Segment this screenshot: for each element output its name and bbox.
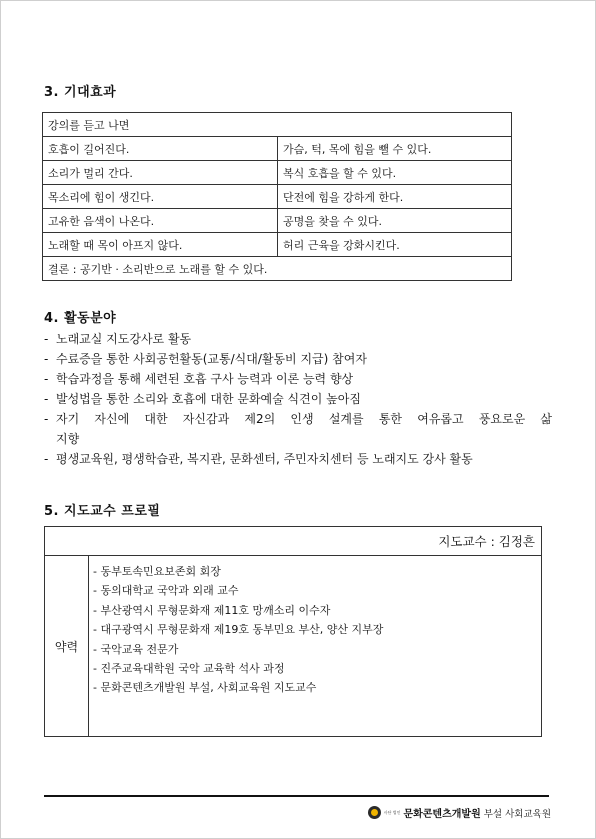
section-4-heading: 4. 활동분야 <box>44 311 117 326</box>
table-cell: 허리 근육을 강화시킨다. <box>278 233 512 257</box>
list-item-text: 발성법을 통한 소리와 호흡에 대한 문화예술 식견이 높아짐 <box>56 392 361 406</box>
career-item: - 동의대학교 국악과 외래 교수 <box>93 584 239 598</box>
career-item: - 동부토속민요보존회 회장 <box>93 565 221 578</box>
list-bullet: - <box>44 452 49 466</box>
list-item <box>44 369 552 389</box>
list-item-text: 자기 자신에 대한 자신감과 제2의 인생 설계를 통한 여유롭고 풍요로운 삶 <box>56 412 552 426</box>
footer-rule <box>44 795 549 797</box>
table-row <box>43 209 512 233</box>
list-bullet: - <box>44 352 49 366</box>
list-item <box>44 389 552 409</box>
table-cell: 단전에 힘을 강하게 한다. <box>278 185 512 209</box>
table-row <box>43 161 512 185</box>
section-3-heading: 3. 기대효과 <box>44 85 117 100</box>
list-bullet: - <box>44 392 49 406</box>
career-list <box>89 556 542 737</box>
table-cell: 목소리에 힘이 생긴다. <box>43 185 278 209</box>
professor-name-cell: 지도교수 : 김정흔 <box>45 527 542 556</box>
table-cell: 노래할 때 목이 아프지 않다. <box>43 233 278 257</box>
list-item-text: 노래교실 지도강사로 활동 <box>56 332 192 346</box>
career-item: - 진주교육대학원 국악 교육학 석사 과정 <box>93 662 285 676</box>
career-item: - 대구광역시 무형문화재 제19호 동부민요 부산, 양산 지부장 <box>93 623 384 637</box>
list-item <box>44 409 552 429</box>
career-item: - 문화콘텐츠개발원 부설, 사회교육원 지도교수 <box>93 681 317 695</box>
table-row <box>43 233 512 257</box>
org-logo-icon <box>368 806 381 819</box>
list-bullet: - <box>44 332 49 346</box>
org-suffix: 부설 사회교육원 <box>483 808 551 820</box>
list-bullet: - <box>44 372 49 386</box>
org-small-label: 사단 법인 <box>383 810 401 815</box>
list-item-text: 평생교육원, 평생학습관, 복지관, 문화센터, 주민자치센터 등 노래지도 강사 활동 <box>56 452 473 466</box>
list-bullet: - <box>44 412 49 426</box>
list-item <box>44 449 552 469</box>
professor-profile-table <box>44 526 542 737</box>
table-cell: 호흡이 길어진다. <box>43 137 278 161</box>
career-label: 약력 <box>45 556 89 737</box>
table-cell: 공명을 찾을 수 있다. <box>278 209 512 233</box>
conclusion-cell: 결론 : 공기반 · 소리반으로 노래를 할 수 있다. <box>43 257 512 281</box>
table-cell: 가슴, 턱, 목에 힘을 뺄 수 있다. <box>278 137 512 161</box>
footer <box>368 805 551 820</box>
list-item <box>44 329 552 349</box>
table-cell: 복식 호흡을 할 수 있다. <box>278 161 512 185</box>
list-item-continuation <box>44 429 552 449</box>
table-cell: 고유한 음색이 나온다. <box>43 209 278 233</box>
list-item <box>44 349 552 369</box>
table-row <box>43 137 512 161</box>
career-item: - 부산광역시 무형문화재 제11호 망깨소리 이수자 <box>93 603 331 617</box>
list-item-text: 수료증을 통한 사회공헌활동(교통/식대/활동비 지급) 참여자 <box>56 352 367 366</box>
expected-effects-table <box>42 112 512 281</box>
activity-list <box>44 329 552 469</box>
list-item-text: 지향 <box>56 432 80 446</box>
table-cell: 소리가 멀리 간다. <box>43 161 278 185</box>
section-5-heading: 5. 지도교수 프로필 <box>44 504 161 519</box>
org-name: 문화콘텐츠개발원 <box>403 809 481 820</box>
career-item: - 국악교육 전문가 <box>93 642 179 656</box>
table-header-cell: 강의를 듣고 나면 <box>43 113 512 137</box>
list-item-text: 학습과정을 통해 세련된 호흡 구사 능력과 이론 능력 향상 <box>56 372 354 386</box>
table-row <box>43 185 512 209</box>
